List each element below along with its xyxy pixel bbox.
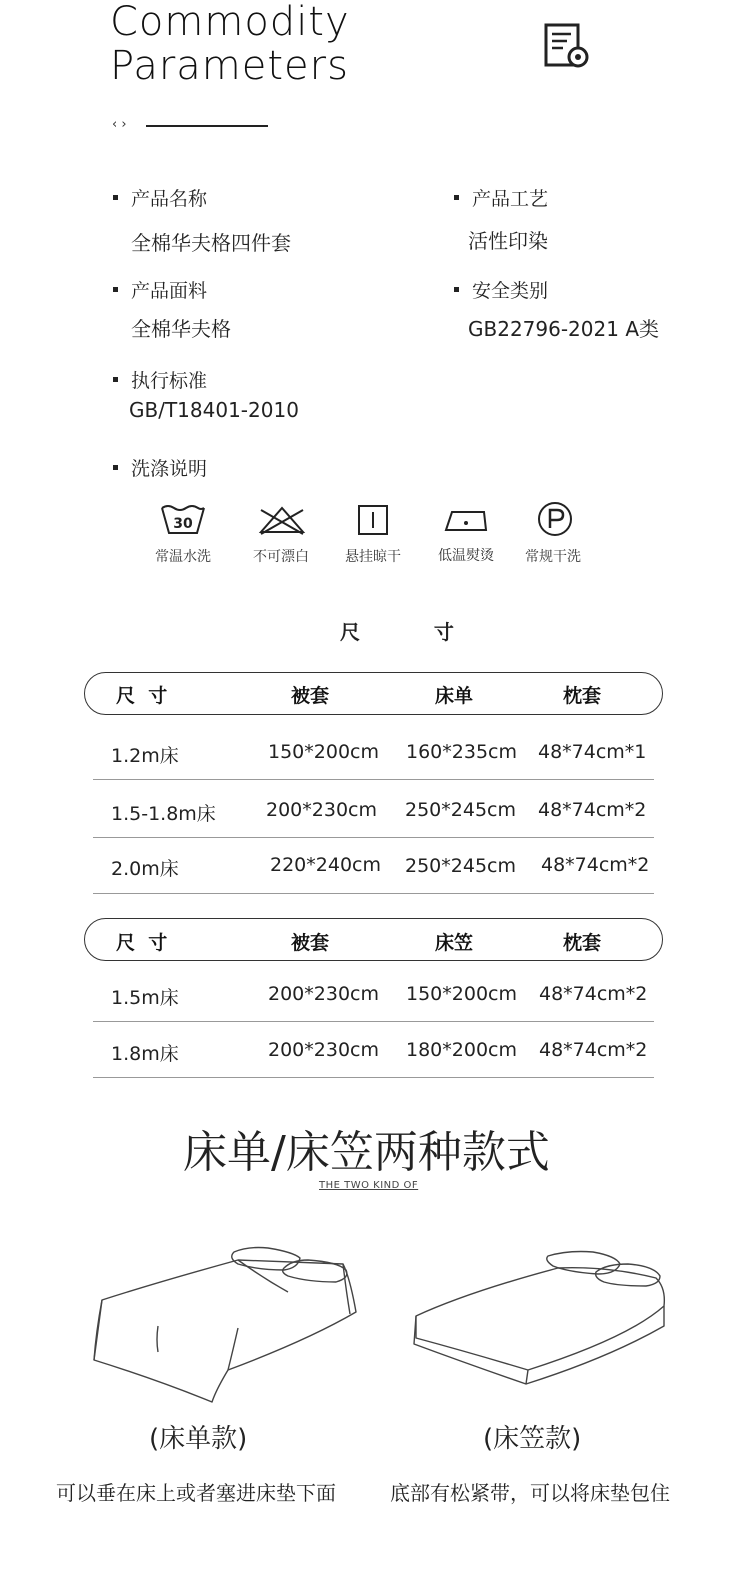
- wash-30-icon: [159, 502, 207, 538]
- table2-row2-duvet: 200*230cm: [268, 1039, 379, 1061]
- table1-row1-sheet: 160*235cm: [406, 741, 517, 763]
- table1-row1-pillowcase: 48*74cm*1: [538, 741, 647, 763]
- safety-category-value: GB22796-2021 A类: [468, 317, 659, 341]
- product-fabric-label: 产品面料: [131, 280, 208, 302]
- table1-header-duvet: 被套: [291, 685, 330, 707]
- safety-category-label: 安全类别: [472, 280, 549, 302]
- bullet: [113, 195, 118, 200]
- bullet: [113, 377, 118, 382]
- bullet: [454, 287, 459, 292]
- document-settings-icon: [543, 22, 589, 70]
- product-name-label: 产品名称: [131, 188, 208, 210]
- flat-sheet-bed-icon: [88, 1240, 360, 1404]
- table2-header-duvet: 被套: [291, 932, 330, 954]
- product-craft-label: 产品工艺: [472, 188, 549, 210]
- styles-subtitle: THE TWO KIND OF: [319, 1180, 419, 1191]
- size-section-title: 尺 寸: [340, 620, 474, 644]
- product-craft-value: 活性印染: [468, 229, 548, 253]
- table1-row-divider: [93, 779, 654, 780]
- product-fabric-value: 全棉华夫格: [131, 317, 231, 341]
- table1-row3-pillowcase: 48*74cm*2: [541, 854, 650, 876]
- wash-temp-text: 30: [173, 516, 193, 532]
- table2-row1-pillowcase: 48*74cm*2: [539, 983, 648, 1005]
- table1-row1-duvet: 150*200cm: [268, 741, 379, 763]
- table2-row2-fitted-sheet: 180*200cm: [406, 1039, 517, 1061]
- title-line-1: Commodity: [110, 0, 350, 45]
- table1-row3-duvet: 220*240cm: [270, 854, 381, 876]
- care-label-wash: 常温水洗: [155, 549, 211, 565]
- table1-row3-sheet: 250*245cm: [405, 855, 516, 877]
- table2-row-divider: [93, 1021, 654, 1022]
- nav-arrows[interactable]: ‹ ›: [112, 117, 127, 132]
- table2-header-pillowcase: 枕套: [563, 932, 602, 954]
- styles-title: 床单/床笠两种款式: [183, 1127, 550, 1178]
- table2-header-fitted-sheet: 床笠: [435, 932, 474, 954]
- wash-instructions-label: 洗涤说明: [131, 458, 208, 480]
- table2-row1-fitted-sheet: 150*200cm: [406, 983, 517, 1005]
- table1-row2-pillowcase: 48*74cm*2: [538, 799, 647, 821]
- table2-row2-size: 1.8m床: [111, 1043, 179, 1065]
- table2-row1-duvet: 200*230cm: [268, 983, 379, 1005]
- table1-row2-duvet: 200*230cm: [266, 799, 377, 821]
- table1-row1-size: 1.2m床: [111, 745, 179, 767]
- title-underline: [146, 125, 268, 127]
- table1-header-size: 尺 寸: [116, 685, 168, 707]
- table1-header-pillowcase: 枕套: [563, 685, 602, 707]
- fitted-sheet-caption: 底部有松紧带，可以将床垫包住: [390, 1481, 670, 1505]
- table1-row-divider: [93, 893, 654, 894]
- table2-row2-pillowcase: 48*74cm*2: [539, 1039, 648, 1061]
- care-label-dry-clean: 常规干洗: [525, 549, 581, 565]
- table1-row2-size: 1.5-1.8m床: [111, 803, 216, 825]
- table2-row1-size: 1.5m床: [111, 987, 179, 1009]
- title-line-2: Parameters: [110, 43, 349, 89]
- care-label-no-bleach: 不可漂白: [253, 549, 309, 565]
- table1-row-divider: [93, 837, 654, 838]
- fitted-sheet-style-label: (床笠款): [483, 1424, 582, 1454]
- product-name-value: 全棉华夫格四件套: [131, 231, 291, 255]
- bullet: [113, 287, 118, 292]
- hang-dry-icon: [356, 503, 390, 537]
- table1-header-sheet: 床单: [435, 685, 474, 707]
- flat-sheet-style-label: (床单款): [149, 1424, 248, 1454]
- fitted-sheet-bed-icon: [408, 1248, 668, 1396]
- standard-label: 执行标准: [131, 370, 208, 392]
- standard-value: GB/T18401-2010: [129, 398, 299, 422]
- bullet: [113, 465, 118, 470]
- low-iron-icon: [442, 504, 490, 536]
- dry-clean-p-icon: [536, 500, 574, 538]
- table1-row2-sheet: 250*245cm: [405, 799, 516, 821]
- bullet: [454, 195, 459, 200]
- no-bleach-icon: [257, 504, 307, 536]
- table2-header-size: 尺 寸: [116, 932, 168, 954]
- table2-row-divider: [93, 1077, 654, 1078]
- care-label-hang-dry: 悬挂晾干: [345, 549, 401, 565]
- care-label-low-iron: 低温熨烫: [438, 548, 494, 564]
- flat-sheet-caption: 可以垂在床上或者塞进床垫下面: [56, 1481, 336, 1505]
- table1-row3-size: 2.0m床: [111, 858, 179, 880]
